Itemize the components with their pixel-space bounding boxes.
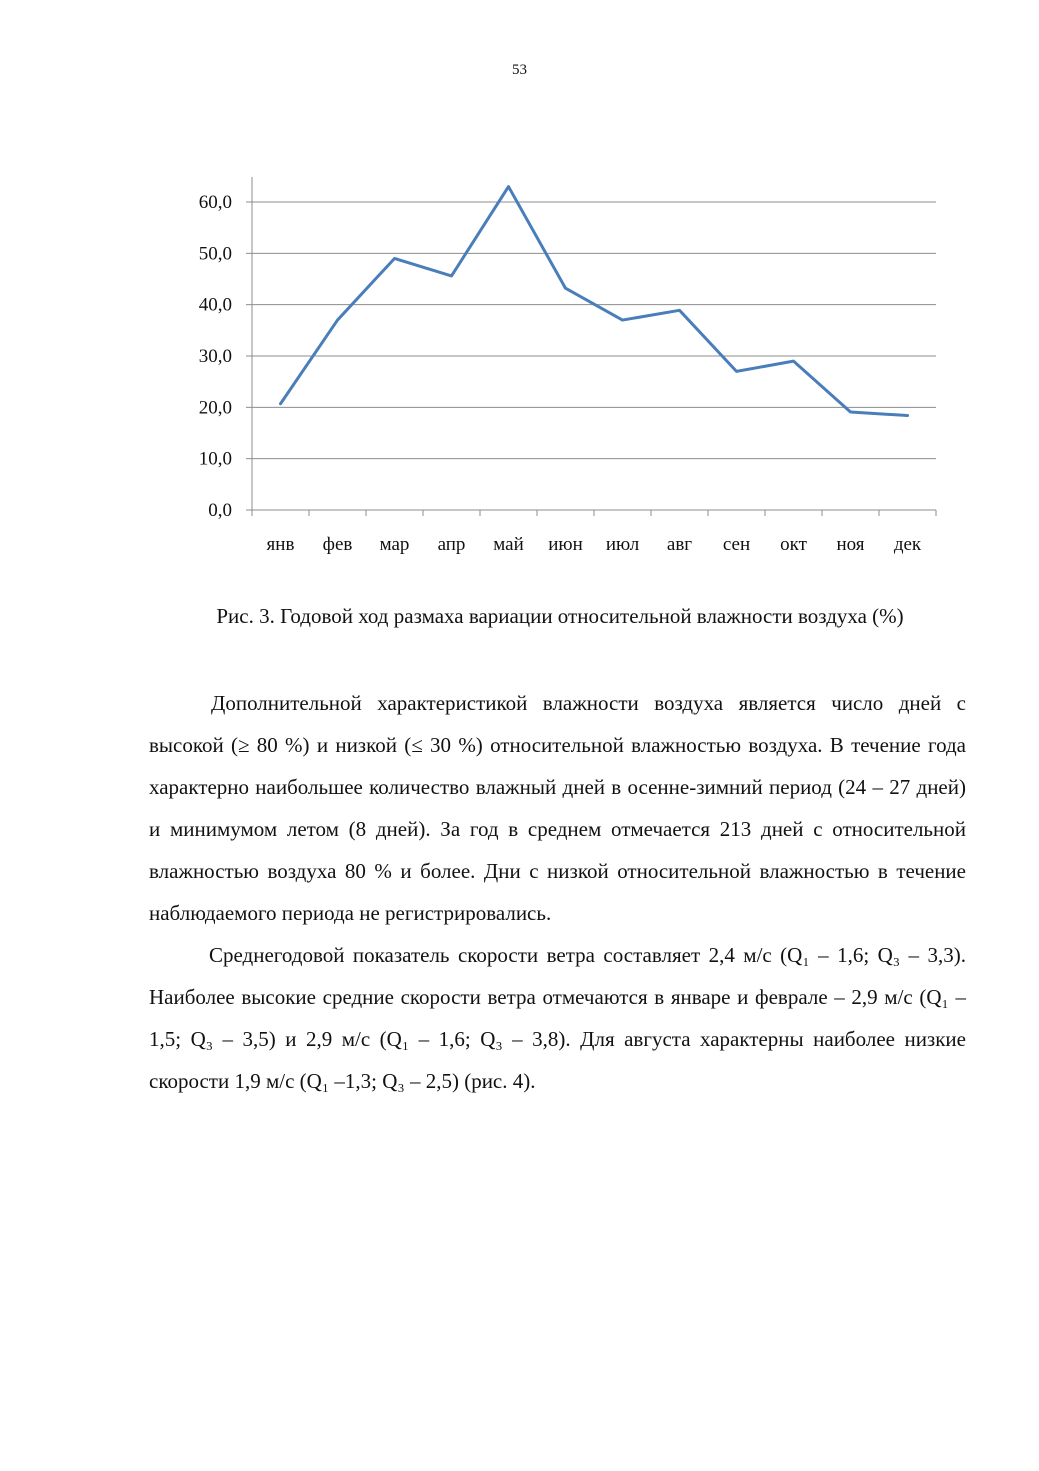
x-tick-label: июн <box>548 534 583 555</box>
y-tick-label: 10,0 <box>198 448 232 470</box>
paragraph-humidity-days: Дополнительной характеристикой влажности воздуха является число дней с высокой (≥ 80 %) и низкой (≤ 30 %) относительной влажностью воздуха. В течение года характерно наибольшее количество влажный дней в осенне-зимний период (24 – 27 дней) и минимумом летом (8 дней). За год в среднем отмечается 213 дней с относительной влажностью воздуха 80 % и более. Дни с низкой относительной влажностью в течение наблюдаемого периода не регистрировались. <box>149 691 966 925</box>
x-tick-label: сен <box>722 534 751 555</box>
series-line <box>281 187 908 416</box>
chart-axes <box>246 177 936 516</box>
y-tick-label: 30,0 <box>198 346 232 367</box>
y-tick-label: 20,0 <box>198 397 232 419</box>
chart-series <box>281 187 908 416</box>
x-tick-label: янв <box>266 534 295 555</box>
x-tick-label: фев <box>322 534 353 555</box>
y-tick-label: 0,0 <box>208 500 232 521</box>
x-tick-label: май <box>493 534 524 555</box>
x-tick-label: дек <box>893 534 922 555</box>
y-tick-label: 60,0 <box>198 192 232 213</box>
paragraph-wind-speed: Среднегодовой показатель скорости ветра составляет 2,4 м/с (Q₁ – 1,6; Q₃ – 3,3). Наиболее высокие средние скорости ветра отмечаются в январе и феврале – 2,9 м/с (Q₁ – 1,5; Q₃ – 3,5) и 2,9 м/с (Q₁ – 1,6; Q₃ – 3,8). Для августа характерны наиболее низкие скорости 1,9 м/с (Q₁ –1,3; Q₃ – 2,5) (рис. 4). <box>149 943 966 1093</box>
body-text <box>149 682 966 1102</box>
y-tick-label: 40,0 <box>198 294 232 316</box>
x-tick-label: окт <box>780 534 807 555</box>
x-tick-labels <box>267 534 922 555</box>
figure-caption: Рис. 3. Годовой ход размаха вариации относительной влажности воздуха (%) <box>216 604 904 628</box>
y-tick-label: 50,0 <box>198 243 232 265</box>
page-number: 53 <box>512 62 527 78</box>
y-tick-labels <box>199 192 232 521</box>
line-chart <box>160 165 960 565</box>
x-tick-label: июл <box>605 534 640 555</box>
x-tick-label: мар <box>379 534 410 555</box>
x-tick-label: авг <box>666 534 693 555</box>
x-tick-label: ноя <box>836 534 865 555</box>
chart-gridlines <box>252 202 936 459</box>
x-tick-label: апр <box>437 534 466 555</box>
